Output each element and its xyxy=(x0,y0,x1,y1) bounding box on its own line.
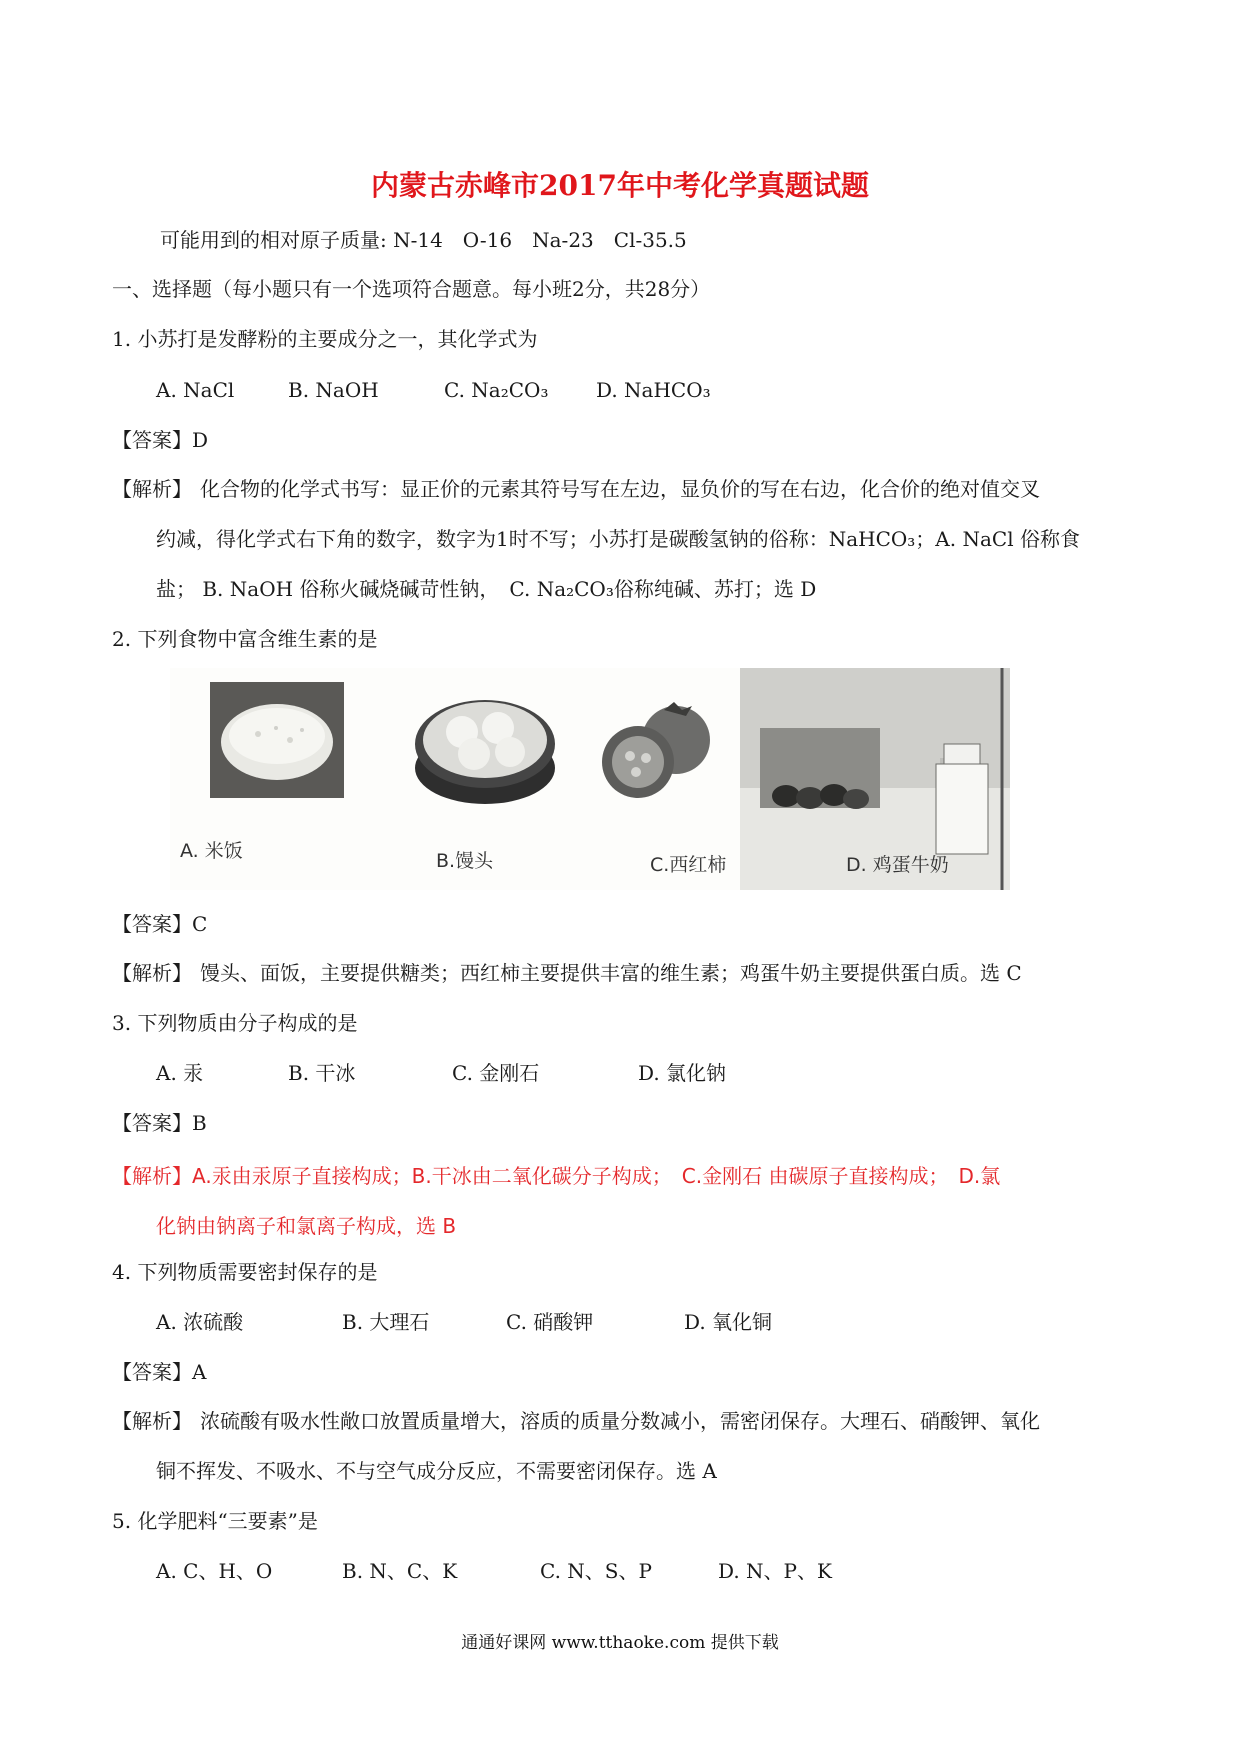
question-1-option-c: C. Na₂CO₃ xyxy=(444,378,549,402)
atomic-masses-note: 可能用到的相对原子质量: N-14 O-16 Na-23 Cl-35.5 xyxy=(160,228,687,252)
tomato-icon xyxy=(596,698,726,802)
question-3-stem: 3. 下列物质由分子构成的是 xyxy=(112,1011,358,1035)
question-3-option-c: C. 金刚石 xyxy=(452,1061,540,1085)
question-3-analysis-line-2: 化钠由钠离子和氯离子构成，选 B xyxy=(156,1214,457,1238)
food-images-figure xyxy=(170,668,1010,890)
question-1-answer: 【答案】D xyxy=(112,428,209,452)
question-1-analysis-line-2: 约减，得化学式右下角的数字，数字为1时不写；小苏打是碳酸氢钠的俗称：NaHCO₃；A. NaCl 俗称食 xyxy=(156,527,1080,551)
question-4-stem: 4. 下列物质需要密封保存的是 xyxy=(112,1260,378,1284)
question-4-analysis-line-1: 浓硫酸有吸水性敞口放置质量增大，溶质的质量分数减小，需密闭保存。大理石、硝酸钾、氧化 xyxy=(200,1409,1040,1433)
question-4-analysis-line-2: 铜不挥发、不吸水、不与空气成分反应，不需要密闭保存。选 A xyxy=(156,1459,717,1483)
question-2-analysis-label: 【解析】 xyxy=(112,961,192,985)
question-4-option-c: C. 硝酸钾 xyxy=(506,1310,594,1334)
question-2-analysis-line-1: 馒头、面饭，主要提供糖类；西红柿主要提供丰富的维生素；鸡蛋牛奶主要提供蛋白质。选 C xyxy=(200,961,1022,985)
food-label-d: D. 鸡蛋牛奶 xyxy=(846,854,949,876)
question-5-option-c: C. N、S、P xyxy=(540,1559,652,1583)
question-1-option-a: A. NaCl xyxy=(156,378,235,402)
food-label-b: B.馒头 xyxy=(436,850,494,872)
question-3-option-a: A. 汞 xyxy=(156,1061,204,1085)
question-2-stem: 2. 下列食物中富含维生素的是 xyxy=(112,627,378,651)
question-1-analysis-label: 【解析】 xyxy=(112,477,192,501)
question-1-option-b: B. NaOH xyxy=(288,378,379,402)
steamed-buns-icon xyxy=(412,682,558,810)
question-5-option-a: A. C、H、O xyxy=(156,1559,273,1583)
question-3-analysis-label: 【解析】 xyxy=(112,1164,192,1188)
section-heading: 一、选择题（每小题只有一个选项符合题意。每小班2分，共28分） xyxy=(112,277,711,301)
question-4-answer: 【答案】A xyxy=(112,1360,207,1384)
food-label-a: A. 米饭 xyxy=(180,840,243,862)
question-1-analysis-line-1: 化合物的化学式书写：显正价的元素其符号写在左边，显负价的写在右边，化合价的绝对值交叉 xyxy=(200,477,1040,501)
question-5-stem: 5. 化学肥料“三要素”是 xyxy=(112,1509,318,1533)
question-5-option-d: D. N、P、K xyxy=(718,1559,832,1583)
tomato-image xyxy=(596,698,726,802)
question-4-analysis-label: 【解析】 xyxy=(112,1409,192,1433)
question-3-answer: 【答案】B xyxy=(112,1111,207,1135)
food-label-c: C.西红柿 xyxy=(650,854,727,876)
question-3-option-b: B. 干冰 xyxy=(288,1061,356,1085)
question-5-option-b: B. N、C、K xyxy=(342,1559,458,1583)
question-1-analysis-line-3: 盐； B. NaOH 俗称火碱烧碱苛性钠， C. Na₂CO₃俗称纯碱、苏打；选 D xyxy=(156,577,817,601)
question-3-analysis-line-1: A.汞由汞原子直接构成；B.干冰由二氧化碳分子构成； C.金刚石 由碳原子直接构成； D.氯 xyxy=(192,1164,1001,1188)
page-footer: 通通好课网 www.tthaoke.com 提供下载 xyxy=(461,1633,779,1653)
question-2-answer: 【答案】C xyxy=(112,912,208,936)
question-3-option-d: D. 氯化钠 xyxy=(638,1061,727,1085)
steamed-buns-image xyxy=(412,682,558,810)
question-4-option-b: B. 大理石 xyxy=(342,1310,430,1334)
page-title: 内蒙古赤峰市2017年中考化学真题试题 xyxy=(371,169,869,202)
question-4-option-a: A. 浓硫酸 xyxy=(156,1310,244,1334)
question-4-option-d: D. 氧化铜 xyxy=(684,1310,773,1334)
rice-image xyxy=(210,682,344,798)
question-1-option-d: D. NaHCO₃ xyxy=(596,378,711,402)
rice-icon xyxy=(210,682,344,798)
question-1-stem: 1. 小苏打是发酵粉的主要成分之一，其化学式为 xyxy=(112,327,538,351)
